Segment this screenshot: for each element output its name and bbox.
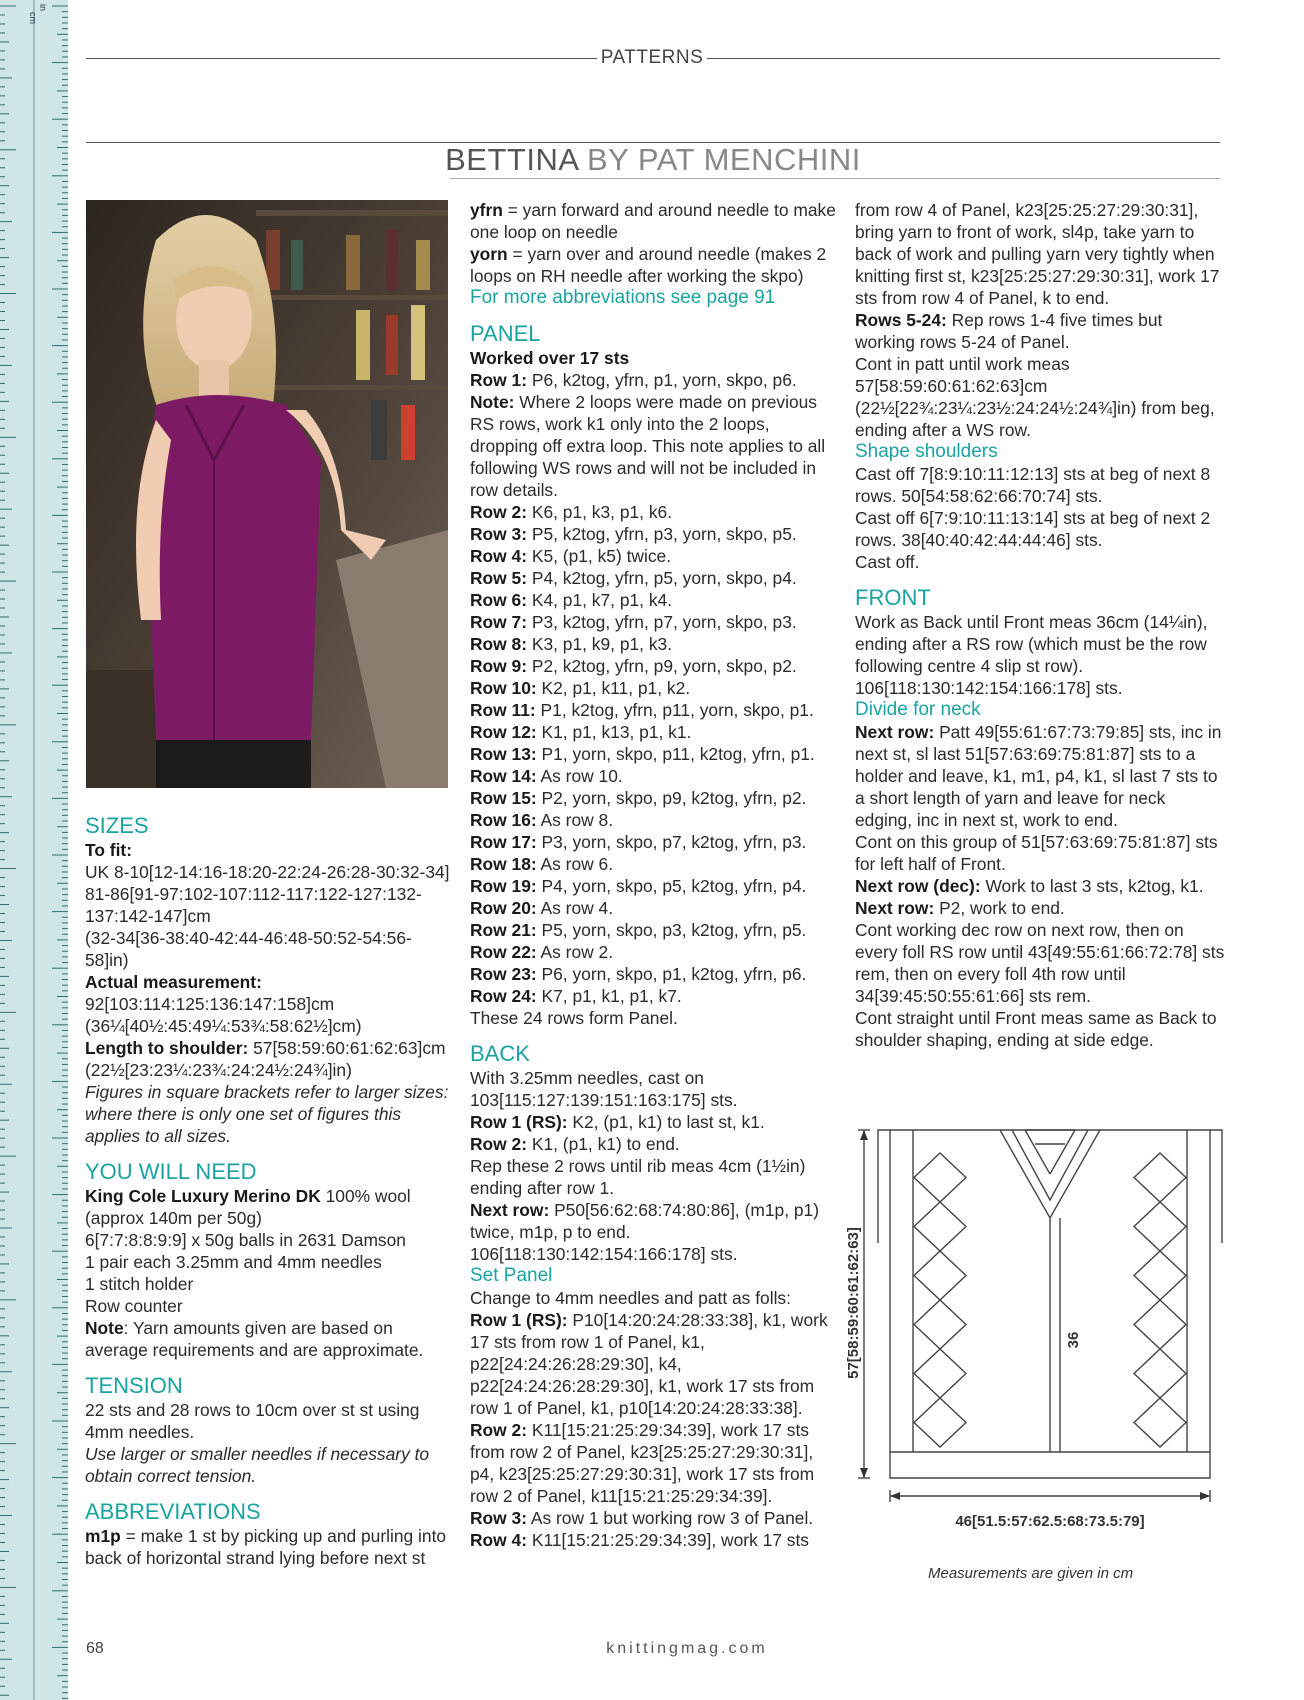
back-next-label: Next row:	[470, 1200, 550, 1220]
purl-row-label: Next row:	[855, 898, 935, 918]
row-text: K2, (p1, k1) to last st, k1.	[567, 1112, 765, 1132]
height-dimension-label: 57[58:59:60:61:62:63]	[845, 1227, 862, 1379]
back-sts: 106[118:130:142:154:166:178] sts.	[470, 1244, 738, 1264]
panel-rows	[470, 369, 840, 1007]
actual-label: Actual measurement:	[85, 972, 262, 992]
instruction-row	[470, 941, 840, 963]
m1p-label: m1p	[85, 1526, 121, 1546]
heading-sizes: SIZES	[85, 813, 149, 838]
instruction-row	[470, 853, 840, 875]
worked-over: Worked over 17 sts	[470, 348, 630, 368]
tension-note: Use larger or smaller needles if necessary to obtain correct tension.	[85, 1444, 430, 1486]
row-text: K5, (p1, k5) twice.	[527, 546, 672, 566]
yarn-name: King Cole Luxury Merino DK	[85, 1186, 321, 1206]
row-label: Row 2:	[470, 502, 528, 522]
row-label: Row 2:	[470, 1134, 528, 1154]
row-text: As row 8.	[536, 810, 614, 830]
to-fit-label: To fit:	[85, 840, 132, 860]
row-text: P6, k2tog, yfrn, p1, yorn, skpo, p6.	[527, 370, 797, 390]
m1p-text: = make 1 st by picking up and purling into back of horizontal strand lying before next st	[85, 1526, 447, 1568]
row-label: Row 15:	[470, 788, 537, 808]
instruction-row	[470, 655, 840, 677]
instruction-row	[470, 567, 840, 589]
back-next-text: P50[56:62:68:74:80:86], (m1p, p1) twice, m1p, p to end.	[470, 1200, 819, 1242]
to-fit-in: (32-34[36-38:40-42:44-46:48-50:52-54:56-58]in)	[85, 928, 412, 970]
row-label: Row 3:	[470, 1508, 528, 1528]
row-label: Row 1 (RS):	[470, 1310, 568, 1330]
subheading-divide-neck: Divide for neck	[855, 699, 981, 720]
row-label: Row 1 (RS):	[470, 1112, 568, 1132]
title-main: BETTINA	[445, 142, 578, 177]
back-rows	[470, 1111, 840, 1155]
column-panel-back	[470, 199, 840, 1551]
row-label: Row 5:	[470, 568, 528, 588]
row-label: Row 4:	[470, 546, 528, 566]
yarn-desc: 100% wool (approx 140m per 50g)	[85, 1186, 411, 1228]
cont-in-patt: Cont in patt until work meas 57[58:59:60:61:62:63]cm (22½[22¾:23¼:23½:24:24½:24¾]in) from beg, ending after a WS row.	[855, 354, 1215, 440]
row-label: Row 1:	[470, 370, 528, 390]
row-text: K1, (p1, k1) to end.	[527, 1134, 680, 1154]
instruction-row	[470, 677, 840, 699]
website: knittingmag.com	[606, 1640, 768, 1657]
row-label: Row 22:	[470, 942, 537, 962]
lace-diamond	[914, 1398, 966, 1447]
row-text: K6, p1, k3, p1, k6.	[527, 502, 673, 522]
front-left-half: Cont on this group of 51[57:63:69:75:81:87] sts for left half of Front.	[855, 832, 1218, 874]
row-label: Row 18:	[470, 854, 537, 874]
row-label: Row 23:	[470, 964, 537, 984]
instruction-row	[470, 721, 840, 743]
row-text: P4, yorn, skpo, p5, k2tog, yfrn, p4.	[536, 876, 807, 896]
row-label: Row 3:	[470, 524, 528, 544]
instruction-row	[470, 1419, 840, 1507]
instruction-row	[470, 611, 840, 633]
subheading-set-panel: Set Panel	[470, 1265, 553, 1286]
instruction-row	[470, 1507, 840, 1529]
row-label: Row 14:	[470, 766, 537, 786]
instruction-row	[470, 787, 840, 809]
instruction-row	[470, 809, 840, 831]
dec-row-text: Work to last 3 sts, k2tog, k1.	[980, 876, 1204, 896]
purl-row-text: P2, work to end.	[934, 898, 1065, 918]
rows-5-24-label: Rows 5-24:	[855, 310, 947, 330]
row-label: Row 6:	[470, 590, 528, 610]
instruction-row	[470, 391, 840, 501]
section-label: PATTERNS	[0, 47, 1304, 69]
inner-dimension-label: 36	[1065, 1331, 1082, 1349]
ruler-ticks	[0, 0, 68, 1700]
row-text: As row 4.	[536, 898, 614, 918]
instruction-row	[470, 523, 840, 545]
row-label: Row 7:	[470, 612, 528, 632]
row-text: K3, p1, k9, p1, k3.	[527, 634, 673, 654]
rows-5-24-text: Rep rows 1-4 five times but working rows 5-24 of Panel.	[855, 310, 1163, 352]
shape-1: Cast off 7[8:9:10:11:12:13] sts at beg of next 8 rows. 50[54:58:62:66:70:74] sts.	[855, 464, 1211, 506]
heading-tension: TENSION	[85, 1373, 183, 1398]
row-text: P1, k2tog, yfrn, p11, yorn, skpo, p1.	[535, 700, 814, 720]
more-abbreviations-link[interactable]: For more abbreviations see page 91	[470, 287, 776, 308]
dec-row-label: Next row (dec):	[855, 876, 981, 896]
figures-note: Figures in square brackets refer to larger sizes: where there is only one set of figures this applies to all sizes.	[85, 1082, 449, 1146]
row-text: P10[14:20:24:28:33:38], k1, work 17 sts from row 1 of Panel, k1, p22[24:24:26:28:29:30], k4, p22[24:24:26:28:29:30], k1, work 17 sts from row 1 of Panel, k1, p10[14:20:24:28:33:38].	[470, 1310, 828, 1418]
divide-next-text: Patt 49[55:61:67:73:79:85] sts, inc in next st, sl last 51[57:63:69:75:81:87] sts to a holder and leave, k1, m1, p4, k1, sl last 7 sts to a short length of yarn and leave for neck edging, inc in next st, work to end.	[855, 722, 1222, 830]
instruction-row	[470, 1133, 840, 1155]
row-label: Row 8:	[470, 634, 528, 654]
row-label: Row 16:	[470, 810, 537, 830]
row-text: P6, yorn, skpo, p1, k2tog, yfrn, p6.	[536, 964, 807, 984]
lace-diamond	[1134, 1349, 1186, 1398]
column-sizes	[85, 813, 455, 1569]
instruction-row	[470, 1111, 840, 1133]
instruction-row	[470, 699, 840, 721]
row-text: P1, yorn, skpo, p11, k2tog, yfrn, p1.	[536, 744, 815, 764]
row-text: P2, k2tog, yfrn, p9, yorn, skpo, p2.	[527, 656, 797, 676]
front-intro: Work as Back until Front meas 36cm (14¼in), ending after a RS row (which must be the row following centre 4 slip st row). 106[118:130:142:154:166:178] sts.	[855, 612, 1208, 698]
title-author: BY PAT MENCHINI	[586, 142, 861, 177]
instruction-row	[470, 875, 840, 897]
lace-diamond	[1134, 1202, 1186, 1251]
row-label: Row 12:	[470, 722, 537, 742]
lace-diamond	[914, 1251, 966, 1300]
to-fit-uk: UK 8-10[12-14:16-18:20-22:24-26:28-30:32-34]	[85, 862, 450, 882]
instruction-row	[470, 765, 840, 787]
actual-cm: 92[103:114:125:136:147:158]cm	[85, 994, 335, 1014]
subheading-shape-shoulders: Shape shoulders	[855, 441, 998, 462]
front-dec: Cont working dec row on next row, then on every foll RS row until 43[49:55:61:66:72:78] sts rem, then on every foll 4th row until 34[39:45:50:55:61:66] sts rem.	[855, 920, 1225, 1006]
set-panel-intro: Change to 4mm needles and patt as folls:	[470, 1288, 791, 1308]
row-label: Row 19:	[470, 876, 537, 896]
yorn-label: yorn	[470, 244, 508, 264]
lace-diamond	[914, 1349, 966, 1398]
row-text: P2, yorn, skpo, p9, k2tog, yfrn, p2.	[536, 788, 807, 808]
to-fit-cm: 81-86[91-97:102-107:112-117:122-127:132-137:142-147]cm	[85, 884, 422, 926]
row-label: Note:	[470, 392, 515, 412]
instruction-row	[470, 831, 840, 853]
lace-diamond	[1134, 1251, 1186, 1300]
row-label: Row 13:	[470, 744, 537, 764]
instruction-row	[470, 963, 840, 985]
instruction-row	[470, 589, 840, 611]
back-continued: from row 4 of Panel, k23[25:25:27:29:30:31], bring yarn to front of work, sl4p, take yarn to back of work and pulling yarn very tightly when knitting first st, k23[25:25:27:29:30:31], work 17 sts from row 4 of Panel, k to end.	[855, 200, 1220, 308]
front-straight: Cont straight until Front meas same as Back to shoulder shaping, ending at side edge.	[855, 1008, 1217, 1050]
instruction-row	[470, 985, 840, 1007]
row-text: P5, yorn, skpo, p3, k2tog, yfrn, p5.	[536, 920, 807, 940]
set-panel-rows	[470, 1309, 840, 1551]
instruction-row	[470, 501, 840, 523]
title-rule	[450, 178, 1220, 179]
row-text: P4, k2tog, yfrn, p5, yorn, skpo, p4.	[527, 568, 797, 588]
heading-you-will-need: YOU WILL NEED	[85, 1159, 257, 1184]
shape-3: Cast off.	[855, 552, 920, 572]
tension-text: 22 sts and 28 rows to 10cm over st st using 4mm needles.	[85, 1400, 420, 1442]
instruction-row	[470, 545, 840, 567]
row-text: P5, k2tog, yfrn, p3, yorn, skpo, p5.	[527, 524, 797, 544]
row-text: As row 1 but working row 3 of Panel.	[527, 1508, 814, 1528]
ruler-unit-in: in	[38, 4, 48, 12]
row-label: Row 4:	[470, 1530, 528, 1550]
stitch-holder: 1 stitch holder	[85, 1274, 194, 1294]
heading-back: BACK	[470, 1041, 530, 1066]
length-in: (22½[23:23¼:23¾:24:24½:24¾]in)	[85, 1060, 352, 1080]
yorn-text: = yarn over and around needle (makes 2 loops on RH needle after working the skpo)	[470, 244, 827, 286]
row-label: Row 20:	[470, 898, 537, 918]
row-text: As row 10.	[536, 766, 623, 786]
heading-front: FRONT	[855, 585, 931, 610]
instruction-row	[470, 743, 840, 765]
heading-abbreviations: ABBREVIATIONS	[85, 1499, 261, 1524]
column-front	[855, 199, 1227, 1051]
row-text: P3, k2tog, yfrn, p7, yorn, skpo, p3.	[527, 612, 797, 632]
heading-panel: PANEL	[470, 321, 541, 346]
row-text: K11[15:21:25:29:34:39], work 17 sts	[527, 1530, 809, 1550]
row-text: As row 6.	[536, 854, 614, 874]
yfrn-label: yfrn	[470, 200, 503, 220]
length-cm: 57[58:59:60:61:62:63]cm	[248, 1038, 446, 1058]
back-rib: Rep these 2 rows until rib meas 4cm (1½in) ending after row 1.	[470, 1156, 806, 1198]
row-text: K2, p1, k11, p1, k2.	[536, 678, 691, 698]
ruler-unit-cm: cm	[28, 12, 38, 24]
row-label: Row 9:	[470, 656, 528, 676]
row-label: Row 10:	[470, 678, 537, 698]
row-text: P3, yorn, skpo, p7, k2tog, yfrn, p3.	[536, 832, 807, 852]
page-number: 68	[86, 1640, 104, 1657]
row-text: Where 2 loops were made on previous RS rows, work k1 only into the 2 loops, dropping off extra loop. This note applies to all following WS rows and will not be included in row details.	[470, 392, 826, 500]
instruction-row	[470, 919, 840, 941]
row-text: K11[15:21:25:29:34:39], work 17 sts from row 2 of Panel, k23[25:25:27:29:30:31], p4, k23[25:25:27:29:30:31], work 17 sts from row 2 of Panel, k11[15:21:25:29:34:39].	[470, 1420, 815, 1506]
instruction-row	[470, 1309, 840, 1419]
lace-diamond	[914, 1202, 966, 1251]
back-cast-on: With 3.25mm needles, cast on 103[115:127:139:151:163:175] sts.	[470, 1068, 738, 1110]
row-label: Row 17:	[470, 832, 537, 852]
shape-2: Cast off 6[7:9:10:11:13:14] sts at beg of next 2 rows. 38[40:40:42:44:44:46] sts.	[855, 508, 1211, 550]
lace-diamond	[914, 1153, 966, 1202]
divide-next-label: Next row:	[855, 722, 935, 742]
note-label: Note	[85, 1318, 124, 1338]
row-text: As row 2.	[536, 942, 614, 962]
actual-in: (36¼[40½:45:49¼:53¾:58:62½]cm)	[85, 1016, 362, 1036]
instruction-row	[470, 1529, 840, 1551]
row-label: Row 21:	[470, 920, 537, 940]
row-label: Row 2:	[470, 1420, 528, 1440]
row-counter: Row counter	[85, 1296, 183, 1316]
instruction-row	[470, 633, 840, 655]
row-text: K1, p1, k13, p1, k1.	[536, 722, 692, 742]
length-label: Length to shoulder:	[85, 1038, 249, 1058]
lace-diamond	[1134, 1300, 1186, 1349]
instruction-row	[470, 897, 840, 919]
yfrn-text: = yarn forward and around needle to make one loop on needle	[470, 200, 836, 242]
side-ruler	[0, 0, 68, 1700]
model-photo	[86, 200, 448, 788]
lace-diamond	[1134, 1153, 1186, 1202]
row-label: Row 24:	[470, 986, 537, 1006]
page-title	[86, 142, 1220, 178]
note-text: : Yarn amounts given are based on average requirements and are approximate.	[85, 1318, 424, 1360]
schematic-diagram	[845, 1118, 1230, 1558]
row-text: K4, p1, k7, p1, k4.	[527, 590, 673, 610]
panel-end: These 24 rows form Panel.	[470, 1008, 678, 1028]
diagram-caption: Measurements are given in cm	[928, 1565, 1134, 1582]
row-label: Row 11:	[470, 700, 536, 720]
row-text: K7, p1, k1, p1, k7.	[536, 986, 682, 1006]
width-dimension-label: 46[51.5:57:62.5:68:73.5:79]	[955, 1513, 1145, 1530]
lace-diamond	[1134, 1398, 1186, 1447]
yarn-quantity: 6[7:7:8:8:9:9] x 50g balls in 2631 Damson	[85, 1230, 406, 1250]
needles: 1 pair each 3.25mm and 4mm needles	[85, 1252, 382, 1272]
instruction-row	[470, 369, 840, 391]
lace-diamond	[914, 1300, 966, 1349]
